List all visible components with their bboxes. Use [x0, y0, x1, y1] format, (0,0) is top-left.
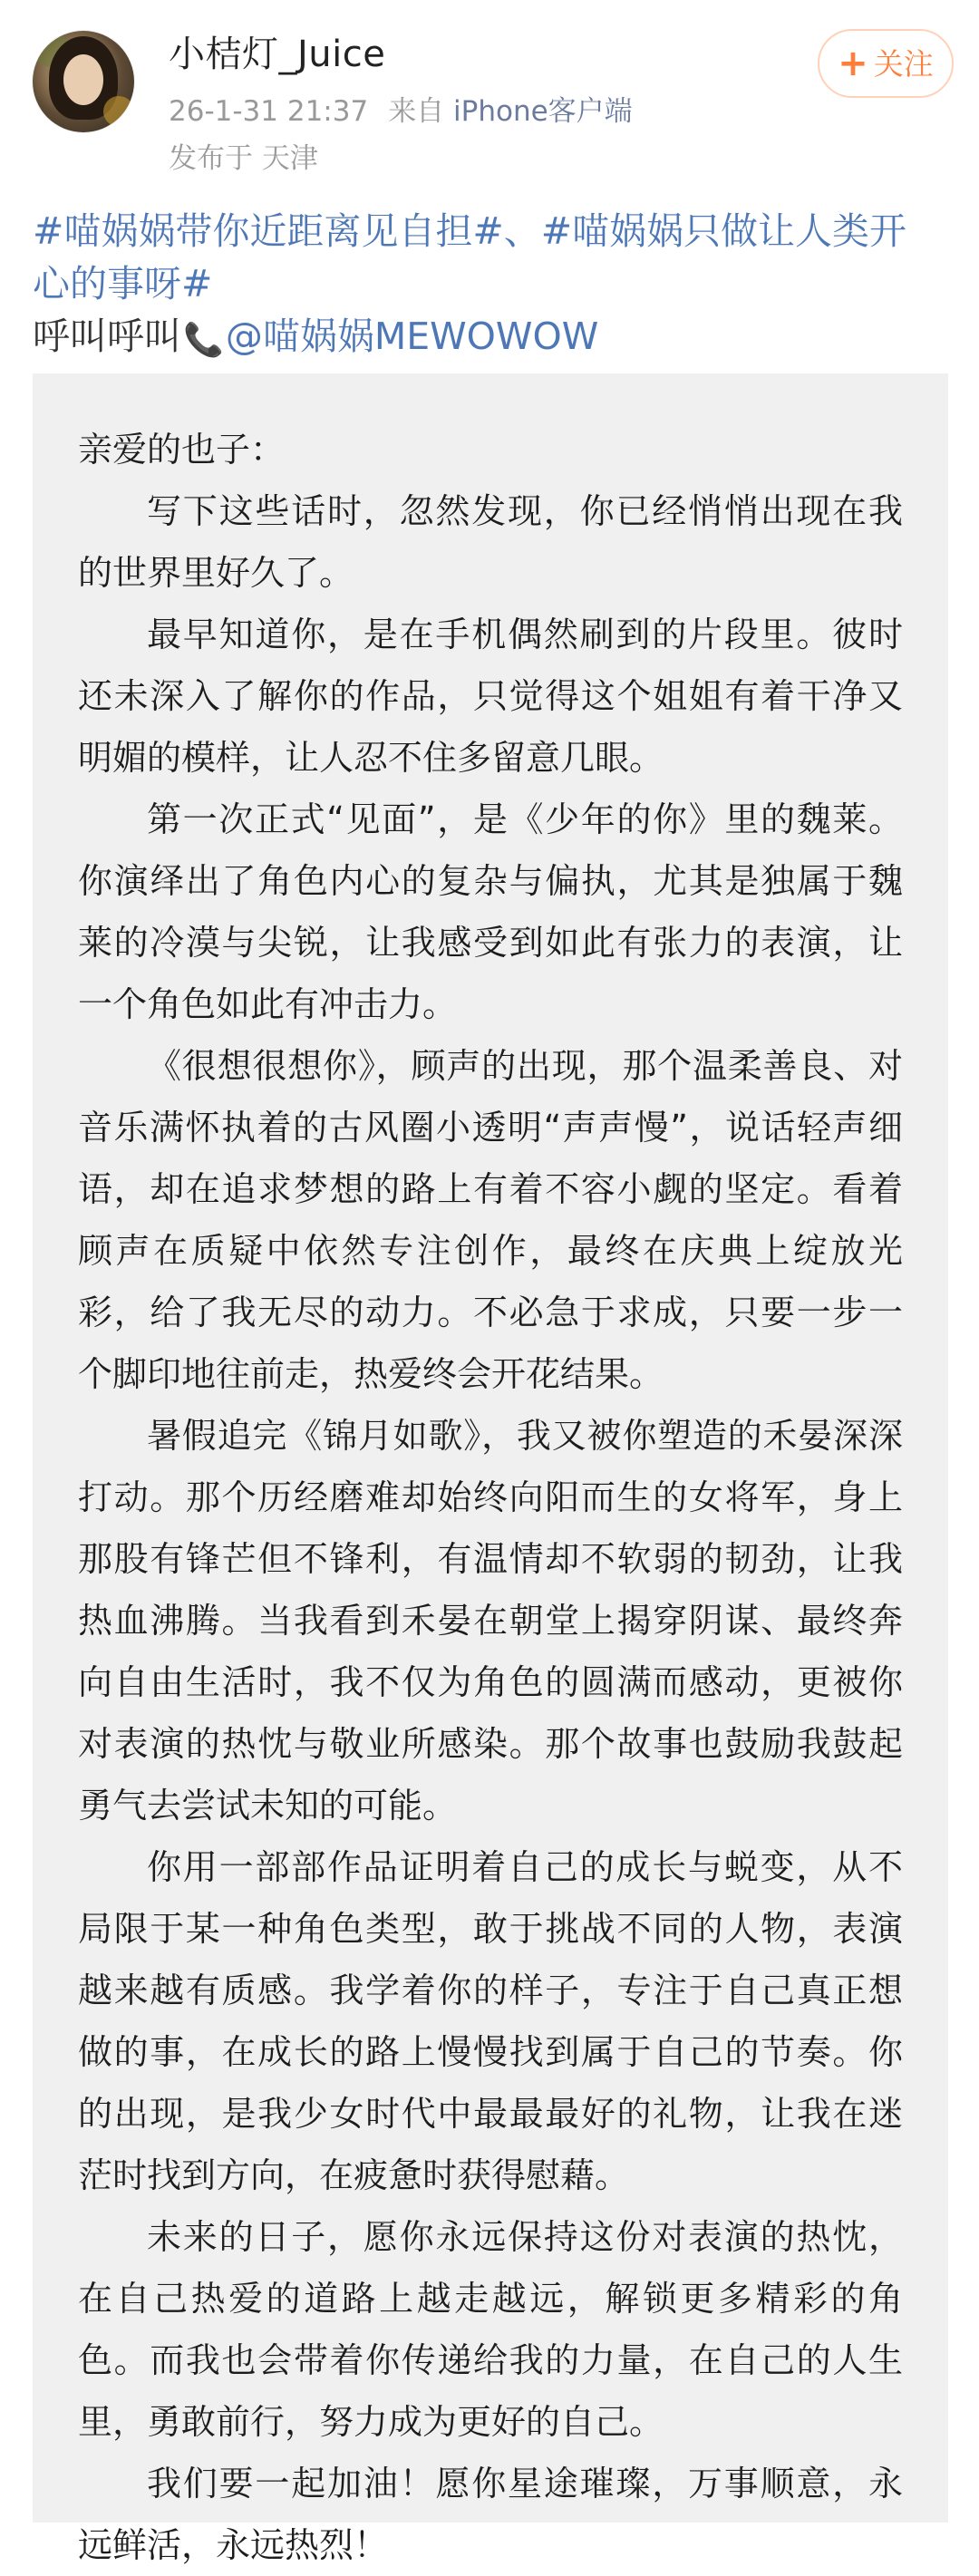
post-text — [33, 205, 948, 367]
source-prefix: 来自 — [388, 95, 445, 128]
letter-paragraph: 最早知道你，是在手机偶然刷到的片段里。彼时还未深入了解你的作品，只觉得这个姐姐有着干净又明媚的模样，让人忍不住多留意几眼。 — [78, 615, 903, 778]
source-client[interactable]: iPhone客户端 — [453, 95, 633, 128]
post-timestamp: 26-1-31 21:37 — [169, 95, 369, 128]
call-text: 呼叫呼叫 — [33, 315, 181, 358]
plus-icon: + — [838, 43, 868, 84]
hashtag-line-2[interactable]: 心的事呀# — [33, 262, 213, 305]
hashtag-line-1[interactable]: #喵娲娲带你近距离见自担#、#喵娲娲只做让人类开 — [33, 209, 907, 253]
letter-paragraph: 《很想很想你》，顾声的出现，那个温柔善良、对音乐满怀执着的古风圈小透明“声声慢”，说话轻声细语，却在追求梦想的路上有着不容小觑的坚定。看着顾声在质疑中依然专注创作，最终在庆典上绽放光彩，给了我无尽的动力。不必急于求成，只要一步一个脚印地往前走，热爱终会开花结果。 — [78, 1046, 903, 1394]
letter-text — [78, 419, 903, 2576]
letter-image[interactable] — [33, 373, 948, 2565]
follow-button[interactable] — [818, 29, 954, 98]
letter-paragraph: 暑假追完《锦月如歌》，我又被你塑造的禾晏深深打动。那个历经磨难却始终向阳而生的女将军，身上那股有锋芒但不锋利，有温情却不软弱的韧劲，让我热血沸腾。当我看到禾晏在朝堂上揭穿阴谋、最终奔向自由生活时，我不仅为角色的圆满而感动，更被你对表演的热忱与敬业所感染。那个故事也鼓励我鼓起勇气去尝试未知的可能。 — [78, 1416, 903, 1825]
phone-icon: 📞 — [183, 322, 224, 359]
avatar-face — [63, 54, 103, 105]
post-meta — [169, 95, 633, 128]
follow-label: 关注 — [873, 45, 934, 82]
letter-paragraph: 第一次正式“见面”，是《少年的你》里的魏莱。你演绎出了角色内心的复杂与偏执，尤其是独属于魏莱的冷漠与尖锐，让我感受到如此有张力的表演，让一个角色如此有冲击力。 — [78, 799, 903, 1024]
avatar[interactable] — [33, 31, 134, 132]
letter-paragraph: 写下这些话时，忽然发现，你已经悄悄出现在我的世界里好久了。 — [78, 491, 903, 593]
post-header — [0, 0, 979, 204]
letter-paragraph: 我们要一起加油！愿你星途璀璨，万事顺意，永远鲜活，永远热烈！ — [78, 2464, 903, 2565]
post-location: 发布于 天津 — [169, 142, 318, 175]
letter-salutation: 亲爱的也子： — [78, 430, 286, 470]
letter-paragraph: 未来的日子，愿你永远保持这份对表演的热忱，在自己热爱的道路上越走越远，解锁更多精彩的角色。而我也会带着你传递给我的力量，在自己的人生里，勇敢前行，努力成为更好的自己。 — [78, 2217, 903, 2442]
post-line-3 — [33, 310, 948, 367]
mention-link[interactable]: @喵娲娲MEWOWOW — [225, 315, 599, 358]
username[interactable]: 小桔灯_Juice — [169, 34, 386, 75]
avatar-bg-flower — [103, 96, 134, 127]
letter-paragraph: 你用一部部作品证明着自己的成长与蜕变，从不局限于某一种角色类型，敢于挑战不同的人物，表演越来越有质感。我学着你的样子，专注于自己真正想做的事，在成长的路上慢慢找到属于自己的节奏。你的出现，是我少女时代中最最最好的礼物，让我在迷茫时找到方向，在疲惫时获得慰藉。 — [78, 1847, 903, 2195]
